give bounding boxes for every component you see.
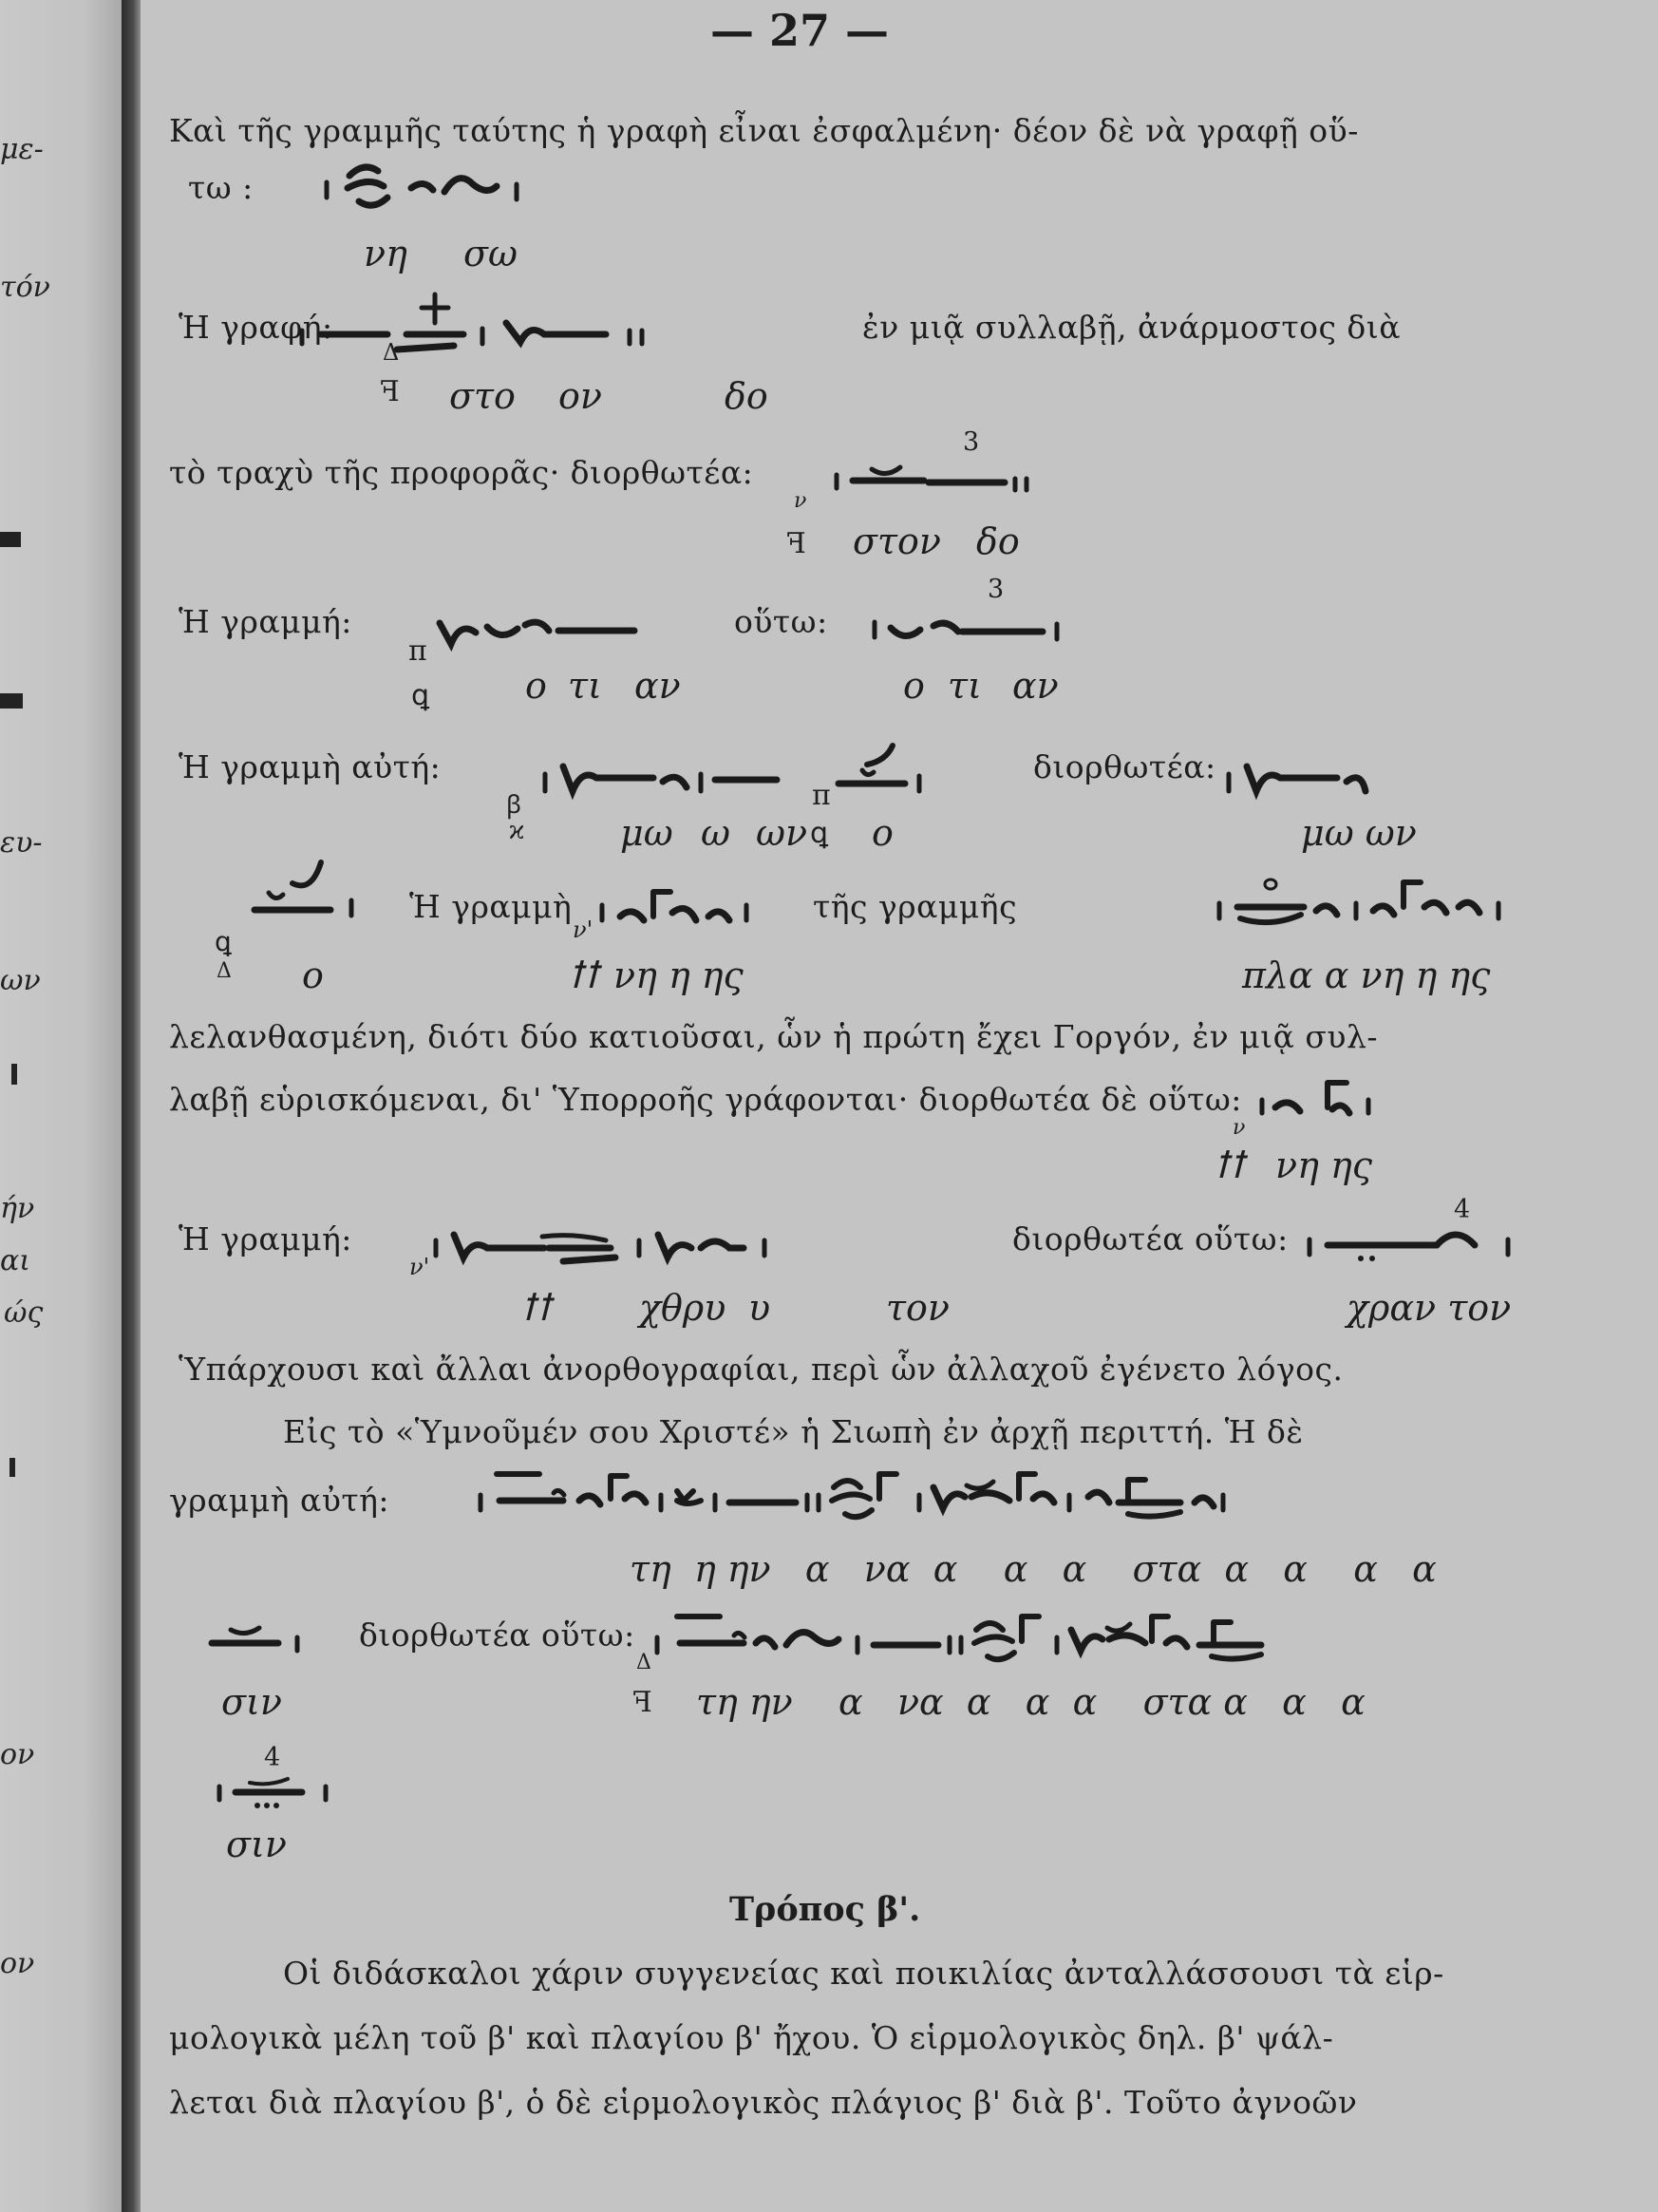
syllable: τον [886, 1287, 951, 1329]
number-sign: 4 [1454, 1195, 1471, 1224]
number-sign: 4 [264, 1743, 281, 1772]
margin-neume-mark [0, 693, 23, 709]
syllable: ων [756, 812, 808, 854]
small-sign: π [812, 779, 831, 812]
small-sign: ν' [409, 1254, 430, 1280]
syllable-group: τη η ην α να α α α στα α α α α [630, 1548, 1437, 1590]
neume-group [1304, 1211, 1532, 1268]
facing-page [0, 0, 122, 2212]
syllable: υ [748, 1287, 771, 1329]
syllable: σιν [226, 1824, 287, 1865]
martyria-sign: Δ [636, 1651, 651, 1674]
margin-fragment: τόν [0, 271, 50, 304]
small-sign: ν [1233, 1116, 1246, 1140]
syllable: τι [948, 665, 982, 707]
syllable-group: χραν τον [1347, 1287, 1512, 1329]
text-line: Ὑπάρχουσι καὶ ἄλλαι ἀνορθογραφίαι, περὶ ὧν ἀλλαχοῦ ἐγένετο λόγος. [179, 1351, 1344, 1388]
margin-fragment: ον [0, 1947, 35, 1980]
text-line: Ἡ γραμμή: [179, 603, 352, 640]
martyria-sign-lower: ϰ [509, 817, 525, 845]
text-line: ἐν μιᾷ συλλαβῇ, ἀνάρμοστος διὰ [862, 309, 1402, 346]
text-line: διορθωτέα: [1033, 748, 1216, 785]
margin-fragment: αι [0, 1244, 31, 1277]
text-line: τω : [188, 169, 254, 206]
martyria-sign: Δ [383, 339, 400, 366]
syllable: αν [1012, 665, 1059, 707]
syllable-group: τη ην α να α α α στα α α α [696, 1681, 1366, 1723]
text-line: Ἡ γραμμή: [179, 1220, 352, 1257]
martyria-sign: ꝗ [215, 926, 232, 957]
martyria-sign: ꝗ [810, 817, 829, 850]
syllable-group: ꝉꝉ [520, 1287, 552, 1329]
neume-group [1214, 869, 1555, 936]
margin-neume-mark [11, 1064, 17, 1085]
text-line: Εἰς τὸ «Ὑμνοῦμέν σου Χριστέ» ἡ Σιωπὴ ἐν ἀρχῇ περιττή. Ἡ δὲ [283, 1413, 1304, 1450]
syllable: σιν [221, 1681, 282, 1723]
neume-group [202, 1605, 335, 1662]
neume-group [430, 1206, 829, 1273]
syllable: τι [568, 665, 602, 707]
text-line: λαβῇ εὑρισκόμεναι, δι' Ὑπορροῆς γράφονται· διορθωτέα δὲ οὕτω: [169, 1081, 1242, 1118]
text-line: γραμμὴ αὐτή: [169, 1482, 390, 1519]
text-line: Ἡ γραμμὴ [409, 888, 573, 925]
neume-group [867, 594, 1095, 651]
margin-fragment: ήν [0, 1192, 35, 1225]
neume-group [1256, 1071, 1389, 1128]
margin-fragment-mark: ώς [4, 1296, 44, 1330]
syllable: ο [525, 665, 547, 707]
syllable: ο [872, 812, 894, 854]
small-sign: π [408, 634, 427, 668]
page-number: — 27 — [710, 5, 890, 56]
text-line: Ἡ γραμμὴ αὐτή: [179, 748, 442, 785]
neume-group [829, 446, 1057, 503]
neume-group [212, 1762, 345, 1819]
text-line: οὕτω: [734, 603, 828, 640]
small-sign: ν' [573, 917, 593, 943]
book-spine [122, 0, 141, 2212]
text-line: τῆς γραμμῆς [813, 888, 1018, 925]
syllable: σω [463, 233, 518, 274]
margin-neume-mark [0, 532, 21, 547]
syllable-group: πλα α νη η ης [1242, 955, 1491, 996]
martyria-sign: ꝗ [411, 679, 430, 712]
neume-group [430, 589, 658, 655]
number-sign: 3 [963, 427, 980, 457]
margin-fragment: ον [0, 1738, 35, 1771]
neume-group [473, 1453, 1555, 1529]
margin-fragment: ων [0, 964, 41, 997]
martyria-sign-lower: ꟻ [632, 1686, 652, 1719]
syllable: ο [903, 665, 925, 707]
text-line: διορθωτέα οὕτω: [359, 1616, 635, 1654]
syllable-group: μω ων [1301, 812, 1417, 854]
syllable-group: ꝉꝉ [568, 955, 599, 996]
martyria-sign-lower: Δ [217, 959, 232, 983]
text-line: Οἱ διδάσκαλοι χάριν συγγενείας καὶ ποικιλίας ἀνταλλάσσουσι τὰ εἱρ- [283, 1955, 1444, 1992]
syllable: νη [364, 233, 407, 274]
section-heading: Τρόπος β'. [729, 1890, 921, 1929]
neume-group [245, 855, 368, 921]
syllable: ω [701, 812, 730, 854]
text-line: τὸ τραχὺ τῆς προφορᾶς· διορθωτέα: [169, 454, 754, 491]
syllable: δο [725, 375, 768, 417]
syllable: δο [976, 520, 1020, 562]
syllable: στον [853, 520, 941, 562]
syllable: χθρυ [639, 1287, 726, 1329]
syllable-group: νη ης [1275, 1144, 1372, 1186]
martyria-sign: ꟻ [786, 527, 806, 560]
syllable-group: ꝉꝉ [1214, 1144, 1245, 1186]
neume-group [1223, 736, 1394, 812]
document-page [141, 0, 1658, 2212]
martyria-sign-lower: ꟻ [380, 375, 400, 408]
text-line: Καὶ τῆς γραμμῆς ταύτης ἡ γραφὴ εἶναι ἐσφαλμένη· δέον δὲ νὰ γραφῇ οὕ- [169, 112, 1359, 149]
syllable: ο [302, 955, 324, 996]
neume-group [321, 142, 539, 218]
text-line: λελανθασμένη, διότι δύο κατιοῦσαι, ὧν ἡ πρώτη ἔχει Γοργόν, ἐν μιᾷ συλ- [169, 1018, 1379, 1055]
margin-fragment: ευ- [0, 826, 43, 860]
syllable: στο [449, 375, 516, 417]
syllable: αν [634, 665, 681, 707]
text-line: λεται διὰ πλαγίου β', ὁ δὲ εἱρμολογικὸς πλάγιος β' διὰ β'. Τοῦτο ἀγνοῶν [169, 2084, 1358, 2121]
syllable-group: νη η ης [613, 955, 744, 996]
syllable: ον [558, 375, 602, 417]
neume-group [596, 879, 767, 936]
small-sign: ν [794, 489, 807, 513]
margin-neume-mark [9, 1458, 15, 1477]
text-line: διορθωτέα οὕτω: [1012, 1220, 1289, 1257]
text-line: μολογικὰ μέλη τοῦ β' καὶ πλαγίου β' ἤχου. Ὁ εἱρμολογικὸς δηλ. β' ψάλ- [169, 2019, 1334, 2056]
neume-group [653, 1596, 1565, 1672]
neume-group [292, 285, 805, 361]
neume-group [539, 736, 995, 812]
number-sign: 3 [988, 575, 1005, 604]
syllable: μω [620, 812, 673, 854]
margin-fragment: με- [0, 133, 44, 166]
text-line: Ἡ γραφή: [179, 309, 333, 346]
martyria-sign: ꞵ [506, 791, 522, 820]
